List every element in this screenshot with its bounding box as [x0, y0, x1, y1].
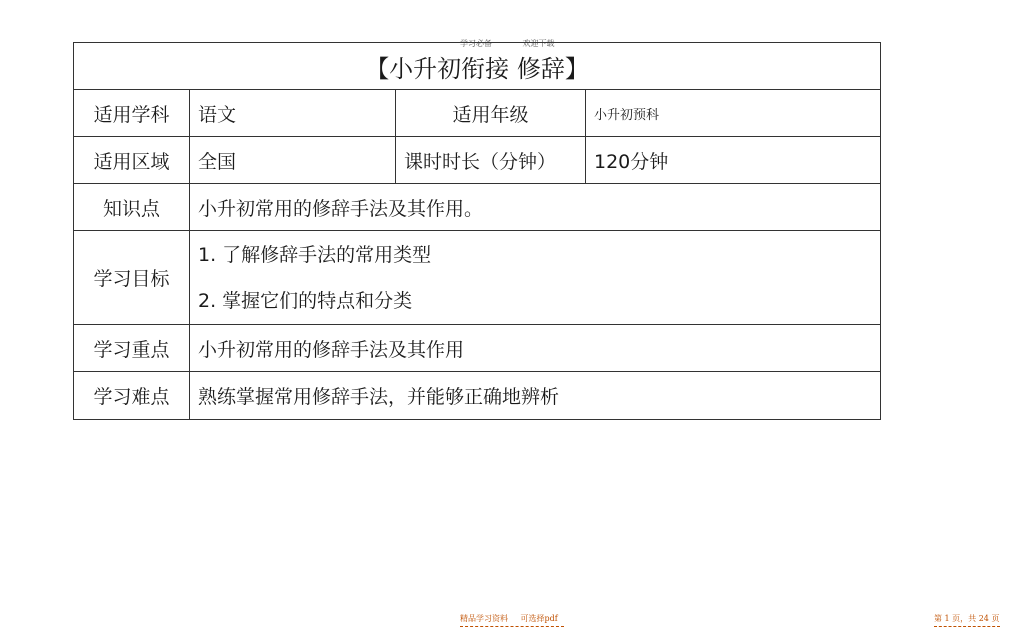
subject-label: 适用学科: [74, 90, 190, 137]
grade-label: 适用年级: [396, 90, 586, 137]
knowledge-label: 知识点: [74, 184, 190, 231]
goal-item: 2. 掌握它们的特点和分类: [198, 289, 413, 312]
footer-left: [460, 613, 558, 624]
page-number: 第 1 页，共 24 页: [934, 614, 1000, 623]
goals-label: 学习目标: [74, 231, 190, 325]
focus-value: 小升初常用的修辞手法及其作用: [190, 325, 881, 372]
region-value: 全国: [190, 137, 396, 184]
footer-divider: [460, 626, 564, 627]
header-left-text: 学习必备: [460, 39, 492, 48]
grade-value: 小升初预科: [586, 90, 881, 137]
table-row: [74, 325, 881, 372]
region-label: 适用区域: [74, 137, 190, 184]
duration-label: 课时时长（分钟）: [396, 137, 586, 184]
difficulty-value: 熟练掌握常用修辞手法，并能够正确地辨析: [190, 372, 881, 420]
focus-label: 学习重点: [74, 325, 190, 372]
table-row: [74, 90, 881, 137]
footer-divider: [934, 626, 1000, 627]
knowledge-value: 小升初常用的修辞手法及其作用。: [190, 184, 881, 231]
table-row: [74, 231, 881, 325]
table-row: [74, 184, 881, 231]
lesson-title: 【小升初衔接 修辞】: [74, 43, 881, 90]
table-row: [74, 43, 881, 90]
subject-value: 语文: [190, 90, 396, 137]
goals-list: [190, 231, 881, 325]
lesson-info-table: [73, 42, 881, 420]
footer-left-a: 精品学习资料: [460, 614, 508, 623]
goal-item: 1. 了解修辞手法的常用类型: [198, 243, 432, 266]
table-row: [74, 372, 881, 420]
footer-left-b: 可选择pdf: [520, 614, 558, 623]
header-right-text: 欢迎下载: [522, 39, 555, 48]
difficulty-label: 学习难点: [74, 372, 190, 420]
table-row: [74, 137, 881, 184]
duration-value: 120分钟: [586, 137, 881, 184]
